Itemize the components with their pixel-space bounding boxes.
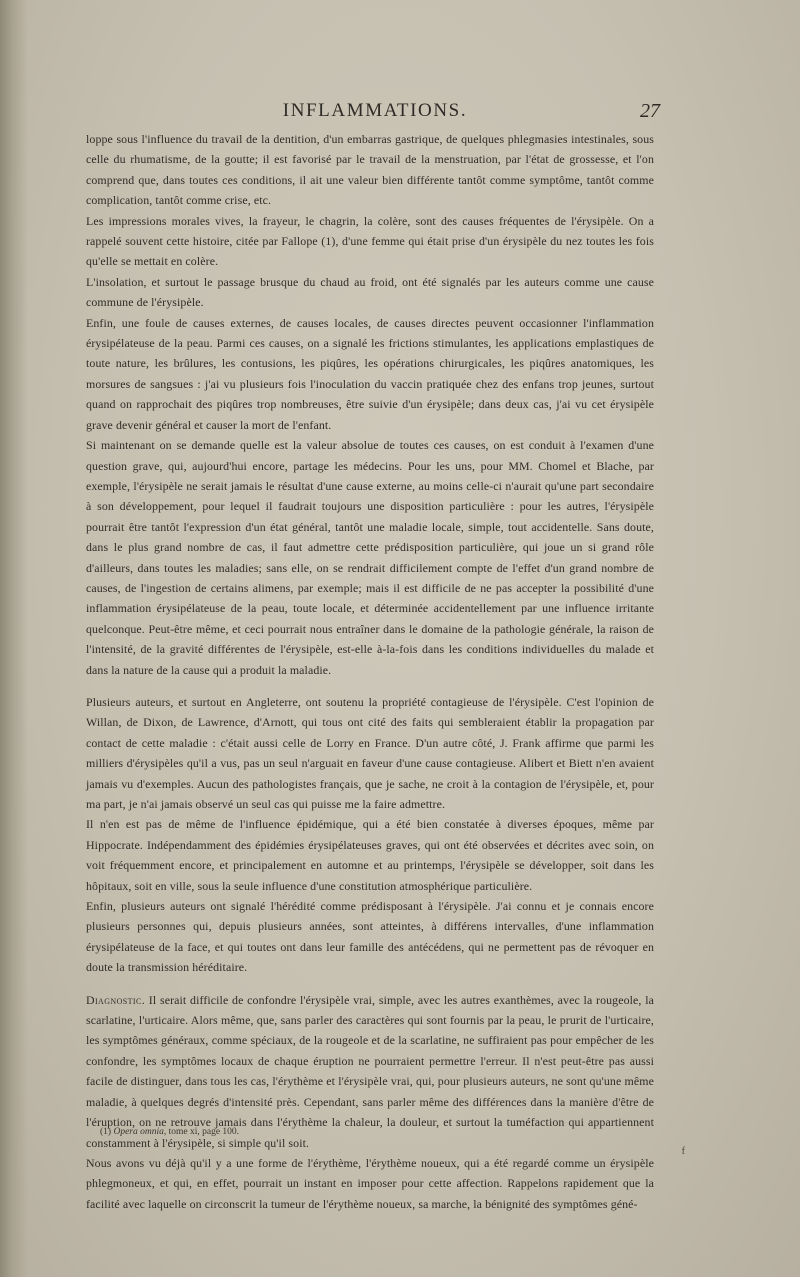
page-header — [90, 100, 660, 124]
paragraph: L'insolation, et surtout le passage brusque du chaud au froid, ont été signalés par les auteurs comme une cause commune de l'érysipèle. — [86, 274, 654, 310]
footnote-title: Opera omnia — [113, 1127, 164, 1137]
footnote-rest: , tome xi, page 100. — [163, 1127, 240, 1137]
paragraph: Nous avons vu déjà qu'il y a une forme de l'érythème, l'érythème noueux, qui a été regardé comme un érysipèle phlegmoneux, et qui, en effet, pourrait un instant en imposer pour cette affection. Rappelons rapidement que la facilité avec laquelle on circonscrit la tumeur de l'érythème noueux, sa marche, la bénignité des symptômes géné- — [86, 1155, 654, 1211]
section-lead: Diagnostic. — [86, 992, 146, 1007]
paragraph-text: Il serait difficile de confondre l'érysipèle vrai, simple, avec les autres exanthèmes, avec la rougeole, la scarlatine, l'urticaire. Alors même, que, sans parler des caractères qui sont fournis par la peau, le prurit de l'urticaire, les symptômes généraux, comme spéciaux, de la rougeole et de la scarlatine, ne suffiraient pas pour empêcher de les confondre, les symptômes locaux de chaque éruption ne pourraient permettre l'erreur. Il n'est peut-être pas aussi facile de distinguer, dans tous les cas, l'érythème et l'érysipèle vrai, qui, pour plusieurs auteurs, ne sont qu'une même maladie, à quelques degrés d'intensité près. Cependant, sans parler même des différences dans la manière d'être de l'éruption, on ne retrouve jamais dans l'érythème la chaleur, la douleur, et surtout la tuméfaction qui appartiennent constamment à l'érysipèle, si simple qu'il soit. — [86, 992, 654, 1150]
paragraph: Enfin, plusieurs auteurs ont signalé l'hérédité comme prédisposant à l'érysipèle. J'ai connu et je connais encore plusieurs personnes qui, depuis plusieurs années, sont atteintes, à différens intervalles, d'une inflammation érysipélateuse de la face, et qui toutes ont dans leur famille des antécédens, qui ne permettent pas de révoquer en doute la transmission héréditaire. — [86, 899, 654, 975]
footnote-marker: (1) — [100, 1127, 112, 1137]
spine-shadow — [0, 0, 28, 1277]
paragraph: Les impressions morales vives, la frayeur, le chagrin, la colère, sont des causes fréquentes de l'érysipèle. On a rappelé souvent cette histoire, citée par Fallope (1), d'une femme qui était prise d'un érysipèle du nez toutes les fois qu'elle se mettait en colère. — [86, 213, 654, 269]
corner-mark: f — [681, 1146, 685, 1157]
body-text — [86, 129, 654, 1214]
page-number: 27 — [640, 100, 660, 122]
paragraph: Il n'en est pas de même de l'influence épidémique, qui a été bien constatée à diverses époques, même par Hippocrate. Indépendamment des épidémies érysipélateuses graves, qui ont été observées et décrites avec soin, on voit fréquemment encore, et principalement en automne et au printemps, l'érysipèle se développer, soit dans les hôpitaux, soit en ville, sous la seule influence d'une constitution atmosphérique particulière. — [86, 817, 654, 893]
paragraph: loppe sous l'influence du travail de la dentition, d'un embarras gastrique, de quelques phlegmasies intestinales, sous celle du rhumatisme, de la goutte; il est favorisé par le travail de la menstruation, par l'état de grossesse, et l'on comprend que, dans toutes ces conditions, il ait une valeur bien différente tantôt comme symptôme, tantôt comme complication, tantôt comme crise, etc. — [86, 132, 654, 208]
paragraph: Plusieurs auteurs, et surtout en Angleterre, ont soutenu la propriété contagieuse de l'érysipèle. C'est l'opinion de Willan, de Dixon, de Lawrence, d'Arnott, qui tous ont cité des faits qui sembleraient établir la propagation par contact de cette maladie : c'était aussi celle de Lorry en France. D'un autre côté, J. Frank affirme que parmi les milliers d'érysipèles qu'il a vus, pas un seul n'arguait en faveur d'une cause contagieuse. Alibert et Biett n'en avaient jamais vu d'exemples. Aucun des pathologistes français, que je sache, ne croit à la contagion de l'érysipèle, et, pour ma part, je n'ai jamais observé un seul cas qui puisse me la faire admettre. — [86, 694, 654, 811]
footnote — [100, 1127, 239, 1137]
running-title: INFLAMMATIONS. — [282, 100, 468, 121]
paragraph: Enfin, une foule de causes externes, de causes locales, de causes directes peuvent occasionner l'inflammation érysipélateuse de la peau. Parmi ces causes, on a signalé les frictions stimulantes, les applications emplastiques de toute nature, les brûlures, les contusions, les piqûres, les opérations chirurgicales, les piqûres anatomiques, les morsures de sangsues : j'ai vu plusieurs fois l'inoculation du vaccin pratiquée chez des enfans trop jeunes, surtout quand on rapprochait des piqûres trop nombreuses, être suivie d'un érysipèle; dans deux cas, j'ai vu cet érysipèle grave devenir général et causer la mort de l'enfant. — [86, 315, 654, 432]
paragraph: Si maintenant on se demande quelle est la valeur absolue de toutes ces causes, on est conduit à l'examen d'une question grave, qui, aujourd'hui encore, partage les médecins. Pour les uns, pour MM. Chomel et Blache, par exemple, l'érysipèle ne serait jamais le résultat d'une cause externe, au moins celle-ci n'aurait qu'une part secondaire à son développement, pour lequel il faudrait toujours une disposition particulière : pour les autres, l'érysipèle pourrait être tantôt l'expression d'un état général, tantôt une maladie locale, simple, tout accidentelle. Sans doute, dans le plus grand nombre de cas, il faut admettre cette prédisposition particulière, qui joue un si grand rôle d'ailleurs, dans toutes les maladies; sans elle, on se rendrait difficilement compte de l'effet d'un grand nombre de causes, de l'ingestion de certains alimens, par exemple; mais il est difficile de ne pas accepter la possibilité d'une inflammation érysipélateuse de la peau, toute locale, et déterminée accidentellement par une influence irritante quelconque. Peut-être même, et ceci pourrait nous entraîner dans le domaine de la pathologie générale, la raison de l'intensité, de la gravité différentes de l'érysipèle, est-elle à-la-fois dans les conditions individuelles du malade et dans la nature de la cause qui a produit la maladie. — [86, 438, 654, 677]
